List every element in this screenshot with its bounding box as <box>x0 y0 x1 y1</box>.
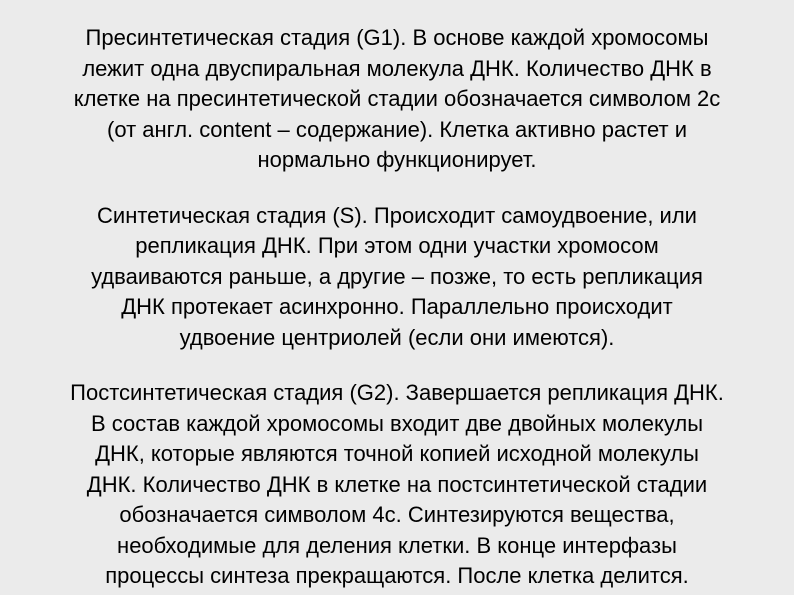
text-line: клетке на пресинтетической стадии обозначается символом 2с <box>73 86 721 111</box>
text-line: удвоение центриолей (если они имеются). <box>179 324 615 350</box>
text-line: (от англ. content – содержание). Клетка активно растет и <box>107 116 687 142</box>
text-line: процессы синтеза прекращаются. После клетка делится. <box>105 563 689 588</box>
text-line: ДНК, которые являются точной копией исходной молекулы <box>95 441 699 466</box>
text-line: Синтетическая стадия (S). Происходит самоудвоение, или <box>97 202 697 228</box>
text-line: лежит одна двуспиральная молекула ДНК. Количество ДНК в <box>82 55 712 81</box>
text-line: удваиваются раньше, а другие – позже, то есть репликация <box>91 263 703 289</box>
paragraph-s-stage <box>32 201 762 354</box>
text-line: необходимые для деления клетки. В конце интерфазы <box>117 532 677 558</box>
paragraph-g1-stage <box>32 23 762 176</box>
paragraph-spacer <box>32 176 762 201</box>
text-line: репликация ДНК. При этом одни участки хромосом <box>135 233 659 258</box>
text-line: ДНК. Количество ДНК в клетке на постсинтетической стадии <box>86 471 708 497</box>
text-line: обозначается символом 4с. Синтезируются вещества, <box>119 502 675 527</box>
text-line: Пресинтетическая стадия (G1). В основе каждой хромосомы <box>85 25 709 50</box>
paragraph-spacer <box>32 353 762 378</box>
text-line: ДНК протекает асинхронно. Параллельно происходит <box>121 294 673 319</box>
text-line: нормально функционирует. <box>257 147 537 172</box>
text-line: Постсинтетическая стадия (G2). Завершается репликация ДНК. <box>70 380 724 405</box>
text-line: В состав каждой хромосомы входит две двойных молекулы <box>90 410 704 436</box>
paragraph-g2-stage <box>32 378 762 592</box>
